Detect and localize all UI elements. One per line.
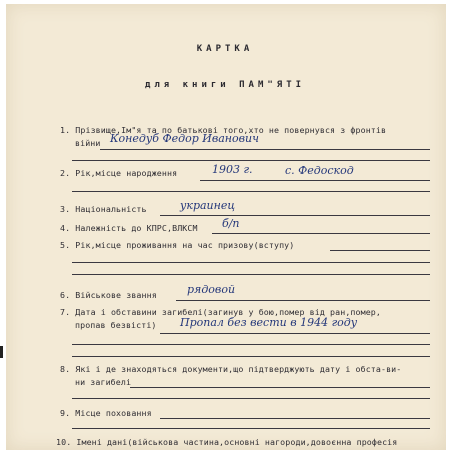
field-8-label-cont: ни загибелі <box>75 377 132 387</box>
field-3-value: украинец <box>180 199 236 212</box>
field-5-label: 5. Рік,місце проживання на час призову(вступу) <box>60 240 295 250</box>
field-9-label: 9. Місце поховання <box>60 408 152 418</box>
field-2-underline-2 <box>72 191 430 192</box>
field-7-underline <box>160 333 430 334</box>
field-1-label-cont: війни <box>75 138 101 148</box>
field-3-label: 3. Національність <box>60 204 147 214</box>
field-7-label-cont: пропав безвісті) <box>75 320 157 330</box>
field-8-underline-2 <box>72 398 430 399</box>
field-7-underline-2 <box>72 344 430 345</box>
field-4-label: 4. Належність до КПРС,ВЛКСМ <box>60 223 198 233</box>
field-6-value: рядовой <box>187 283 236 296</box>
field-4-value: б/п <box>222 217 240 230</box>
field-2-underline <box>200 180 430 181</box>
field-9-underline-2 <box>72 428 430 429</box>
field-1-underline-2 <box>72 160 430 161</box>
field-7-label: 7. Дата і обставини загибелі(загинув у бою,помер від ран,помер, <box>60 307 381 317</box>
field-8-label: 8. Які і де знаходяться документи,що підтверджують дату і обста-ви- <box>60 364 402 374</box>
field-2-label: 2. Рік,місце народження <box>60 168 178 178</box>
card-subtitle: для книги ПАМ"ЯТІ <box>144 80 306 90</box>
field-5-underline <box>330 250 430 251</box>
field-8-underline <box>130 387 430 388</box>
field-6-label: 6. Військове звання <box>60 290 157 300</box>
card-title: КАРТКА <box>196 44 254 54</box>
field-4-underline <box>212 233 430 234</box>
field-5-underline-2 <box>72 262 430 263</box>
field-7-value: Пропал без вести в 1944 году <box>180 316 358 329</box>
field-5-underline-3 <box>72 274 430 275</box>
binder-mark <box>0 346 3 358</box>
field-3-underline <box>160 215 430 216</box>
field-7-underline-3 <box>72 356 430 357</box>
field-1-label: 1. Прізвище,Ім"я та по батькові того,хто не повернувся з фронтів <box>60 125 387 135</box>
field-6-underline <box>176 300 430 301</box>
field-9-underline <box>160 418 430 419</box>
field-1-value: Конедуб Федор Иванович <box>110 132 259 145</box>
field-10-label: 10. Імені дані(військова частина,основні нагороди,довоєнна професія <box>56 437 398 447</box>
field-2-value-year: 1903 г. <box>212 163 253 176</box>
field-2-value-place: с. Федоскод <box>285 164 354 177</box>
field-1-underline <box>100 149 430 150</box>
